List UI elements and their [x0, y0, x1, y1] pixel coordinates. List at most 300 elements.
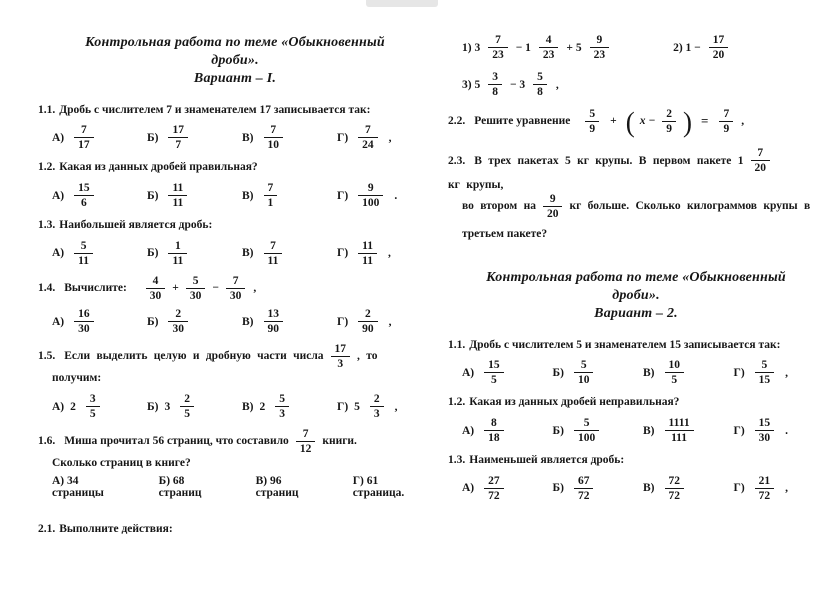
numerator: 5 [574, 417, 599, 431]
option-a [52, 124, 147, 151]
fraction [543, 193, 563, 220]
denominator: 20 [712, 49, 725, 62]
option-b [553, 417, 644, 444]
fraction [533, 71, 547, 98]
fraction [226, 275, 246, 302]
question-number: 1.1. [448, 338, 466, 351]
test-title-variant-2 [448, 269, 824, 324]
question-2-2 [448, 105, 824, 138]
denominator: 90 [267, 323, 279, 336]
question-body-cont: книги. [322, 435, 357, 448]
fraction [665, 475, 685, 502]
numerator: 2 [662, 108, 676, 122]
fraction [186, 275, 206, 302]
denominator: 9 [723, 123, 730, 136]
denominator: 100 [577, 432, 596, 445]
numerator: 17 [709, 34, 729, 48]
option-v [643, 359, 734, 386]
options-row [52, 393, 432, 420]
numerator: 1 [168, 240, 187, 254]
question-2-1 [38, 521, 432, 538]
title-line-2: дроби». [211, 53, 259, 69]
option-g [337, 308, 432, 335]
numerator: 11 [168, 182, 187, 196]
options-row [52, 308, 432, 335]
denominator: 72 [668, 489, 680, 502]
question-number: 1.2. [38, 161, 56, 174]
fraction [180, 393, 194, 420]
fraction [358, 124, 378, 151]
fraction [264, 308, 284, 335]
options-row [52, 124, 432, 151]
option-letter: А) [52, 400, 65, 413]
option-letter: В) [643, 424, 655, 437]
fraction [358, 240, 377, 267]
question-text-line1 [448, 147, 824, 193]
numerator: 16 [74, 308, 94, 322]
option-letter: Б) [147, 131, 159, 144]
question-text [38, 343, 432, 370]
question-text [38, 217, 432, 234]
denominator: 5 [89, 408, 96, 421]
denominator: 3 [373, 408, 380, 421]
question-text-line2 [52, 370, 432, 387]
option-letter: А) [462, 424, 475, 437]
fraction [168, 240, 187, 267]
option-letter: В) [242, 247, 254, 260]
exercise-row-2 [462, 71, 824, 98]
numerator: 2 [358, 308, 378, 322]
numerator: 7 [264, 182, 278, 196]
option-v: В) 96 страниц [255, 474, 299, 499]
option-letter: А) [52, 247, 65, 260]
question-number: 1.3. [38, 219, 56, 232]
question-text [448, 337, 824, 354]
operator: + 5 [566, 41, 582, 54]
operator: − 3 [509, 78, 526, 91]
denominator: 5 [184, 408, 190, 421]
option-b [147, 393, 242, 420]
option-letter: А) [52, 131, 65, 144]
fraction [331, 343, 351, 370]
numerator: 21 [755, 475, 775, 489]
question-text [448, 452, 824, 469]
option-a [462, 417, 553, 444]
denominator: 8 [537, 86, 543, 99]
punctuation: , [785, 366, 789, 379]
option-g [337, 182, 432, 209]
numerator: 7 [226, 275, 246, 289]
option-letter: Г) [337, 315, 349, 328]
option-v [242, 393, 337, 420]
option-g [337, 240, 432, 267]
fraction [168, 308, 188, 335]
option-letter: Б) [147, 315, 159, 328]
option-letter: В) [242, 315, 254, 328]
numerator: 15 [484, 359, 504, 373]
question-v2-1-2 [448, 394, 824, 444]
option-letter: Г) [337, 189, 349, 202]
question-body: Наименьшей является дробь: [469, 454, 625, 467]
numerator: 7 [264, 240, 283, 254]
option-a [52, 308, 147, 335]
numerator: 13 [264, 308, 284, 322]
option-v [242, 240, 337, 267]
options-row [52, 475, 432, 499]
question-body: Решите уравнение [474, 115, 571, 128]
denominator: 11 [78, 254, 90, 267]
fraction [168, 124, 188, 151]
fraction [585, 108, 599, 135]
option-v [242, 124, 337, 151]
numerator: 7 [296, 428, 316, 442]
denominator: 3 [279, 408, 285, 421]
options-row [462, 475, 824, 502]
close-paren: ) [683, 105, 693, 138]
fraction [539, 34, 559, 61]
numerator: 2 [168, 308, 188, 322]
fraction [358, 308, 378, 335]
variant-1-column [38, 34, 432, 546]
option-g [734, 359, 825, 386]
fraction [488, 34, 508, 61]
question-text [38, 159, 432, 176]
option-letter: Г) [733, 424, 745, 437]
question-number: 2.3. [448, 154, 466, 167]
question-number: 1.4. [38, 282, 56, 295]
denominator: 20 [546, 208, 559, 221]
denominator: 30 [78, 323, 90, 336]
option-letter: Г) [337, 131, 349, 144]
question-1-2 [38, 159, 432, 209]
denominator: 11 [172, 197, 184, 210]
numerator: 9 [543, 193, 563, 207]
option-letter: В) [242, 400, 254, 413]
question-body: Выполните действия: [59, 522, 173, 535]
numerator: 5 [755, 359, 775, 373]
operator: − [212, 282, 219, 295]
punctuation: , [388, 315, 392, 328]
fraction [86, 393, 100, 420]
option-letter: Б) [552, 482, 564, 495]
numerator: 4 [146, 275, 166, 289]
numerator: 17 [331, 343, 351, 357]
question-body: Вычислите: [64, 282, 127, 295]
option-v [242, 308, 337, 335]
numerator: 5 [186, 275, 206, 289]
option-letter: В) [242, 189, 254, 202]
question-body: Дробь с числителем 7 и знаменателем 17 записывается так: [59, 103, 371, 116]
question-text [38, 428, 432, 455]
denominator: 11 [267, 254, 279, 267]
numerator: 5 [533, 71, 547, 85]
punctuation: , [741, 115, 745, 128]
numerator: 2 [370, 393, 384, 407]
variable-term: x − [639, 115, 656, 128]
fraction [665, 417, 694, 444]
title-line-2: дроби». [612, 288, 660, 304]
fraction [484, 417, 504, 444]
option-letter: В) [242, 131, 254, 144]
option-b: Б) 68 страниц [158, 474, 202, 499]
option-v [643, 475, 734, 502]
punctuation: , [388, 247, 391, 260]
option-g [337, 124, 432, 151]
options-row [52, 182, 432, 209]
punctuation: , [388, 131, 392, 144]
option-a [52, 393, 147, 420]
fraction [755, 417, 775, 444]
punctuation: , [394, 400, 398, 413]
numerator: 7 [358, 124, 378, 138]
question-body-cont: , то [357, 350, 378, 363]
option-g: Г) 61 страница. [352, 474, 405, 499]
numerator: 9 [358, 182, 383, 196]
option-letter: Б) [552, 424, 564, 437]
option-b [147, 182, 242, 209]
question-body: В трех пакетах 5 кг крупы. В первом пакете 1 [474, 154, 744, 167]
fraction [574, 359, 594, 386]
question-1-4 [38, 275, 432, 335]
question-number: 1.2. [448, 396, 466, 409]
option-letter: Г) [337, 400, 349, 413]
fraction [358, 182, 383, 209]
option-letter: Б) [147, 247, 159, 260]
question-body-cont: кг больше. Сколько килограммов крупы в [569, 200, 811, 213]
question-body: Если выделить целую и дробную части числа [64, 350, 324, 363]
punctuation: , [555, 78, 559, 91]
fraction [74, 124, 94, 151]
whole-number: 2 [259, 400, 266, 413]
numerator: 5 [585, 108, 599, 122]
question-1-5 [38, 343, 432, 420]
numerator: 11 [358, 240, 377, 254]
option-b [147, 308, 242, 335]
fraction [755, 475, 775, 502]
denominator: 72 [577, 489, 590, 502]
numerator: 10 [665, 359, 685, 373]
fraction [264, 124, 284, 151]
question-body: Дробь с числителем 5 и знаменателем 15 записывается так: [469, 338, 781, 351]
question-body: Наибольшей является дробь: [59, 219, 213, 232]
option-letter: Г) [337, 247, 349, 260]
fraction [296, 428, 316, 455]
question-expression [38, 275, 432, 302]
option-b [147, 124, 242, 151]
numerator: 5 [574, 359, 594, 373]
fraction [484, 475, 504, 502]
denominator: 72 [488, 489, 500, 502]
option-letter: А) [462, 366, 475, 379]
numerator: 3 [86, 393, 100, 407]
fraction [755, 359, 775, 386]
numerator: 67 [574, 475, 594, 489]
denominator: 5 [671, 374, 678, 387]
option-b [147, 240, 242, 267]
options-row [52, 240, 432, 267]
option-a [52, 182, 147, 209]
option-letter: А) [52, 315, 65, 328]
denominator: 23 [542, 49, 555, 62]
fraction [74, 182, 94, 209]
question-number: 2.2. [448, 115, 466, 128]
denominator: 10 [267, 139, 279, 152]
question-1-3 [38, 217, 432, 267]
fraction [74, 240, 93, 267]
fraction [488, 71, 502, 98]
right-column [448, 34, 824, 510]
punctuation: , [253, 282, 257, 295]
question-1-1 [38, 102, 432, 152]
numerator: 27 [484, 475, 504, 489]
title-line-1: Контрольная работа по теме «Обыкновенный [85, 35, 385, 50]
numerator: 7 [751, 147, 771, 161]
fraction [275, 393, 289, 420]
option-letter: Г) [733, 366, 745, 379]
denominator: 7 [175, 139, 182, 152]
options-row [462, 417, 824, 444]
option-g [734, 417, 825, 444]
whole-number: 3 [164, 400, 171, 413]
question-body: во втором на [462, 200, 536, 213]
numerator: 15 [74, 182, 94, 196]
option-a [462, 359, 553, 386]
numerator: 72 [665, 475, 685, 489]
exercise-row-1 [462, 34, 824, 61]
fraction [264, 182, 278, 209]
whole-number: 2 [70, 400, 76, 413]
question-number: 1.5. [38, 350, 56, 363]
punctuation: , [785, 482, 789, 495]
question-2-3 [448, 147, 824, 243]
punctuation: . [785, 424, 789, 437]
question-text [38, 521, 432, 538]
denominator: 17 [78, 139, 90, 152]
option-a [462, 475, 553, 502]
numerator: 15 [755, 417, 775, 431]
question-body-line3: третьем пакете? [462, 228, 548, 241]
option-letter: Г) [733, 482, 745, 495]
question-v2-1-1 [448, 337, 824, 387]
option-letter: Б) [147, 189, 159, 202]
question-v2-1-3 [448, 452, 824, 502]
numerator: 9 [590, 34, 610, 48]
test-title-variant-1 [38, 34, 432, 89]
fraction [264, 240, 283, 267]
fraction [574, 475, 594, 502]
option-v [242, 182, 337, 209]
numerator: 1111 [665, 417, 694, 431]
denominator: 11 [362, 254, 374, 267]
question-body: Какая из данных дробей неправильная? [469, 396, 680, 409]
option-v [643, 417, 734, 444]
exercise-2-prefix: 2) 1 − [673, 41, 701, 54]
question-body-line2: Сколько страниц в книге? [52, 457, 191, 470]
question-body: Миша прочитал 56 страниц, что составило [64, 435, 289, 448]
numerator: 8 [484, 417, 504, 431]
fraction [719, 108, 733, 135]
denominator: 72 [758, 489, 771, 502]
option-letter: В) [643, 482, 655, 495]
denominator: 23 [492, 49, 504, 62]
fraction [709, 34, 729, 61]
fraction [146, 275, 166, 302]
fraction [74, 308, 94, 335]
numerator: 4 [539, 34, 559, 48]
question-text-line2 [462, 193, 824, 220]
denominator: 30 [189, 290, 202, 303]
question-number: 1.1. [38, 103, 56, 116]
numerator: 7 [74, 124, 94, 138]
numerator: 5 [74, 240, 93, 254]
option-g [734, 475, 825, 502]
question-text-line3 [462, 226, 824, 243]
open-paren: ( [625, 105, 635, 138]
denominator: 111 [671, 432, 688, 445]
denominator: 10 [577, 374, 590, 387]
denominator: 11 [172, 254, 184, 267]
denominator: 90 [362, 323, 374, 336]
equals-sign: = [701, 113, 709, 129]
denominator: 3 [337, 358, 344, 371]
denominator: 23 [593, 49, 606, 62]
fraction [370, 393, 384, 420]
denominator: 8 [492, 86, 498, 99]
variant-label: Вариант – 2. [594, 306, 678, 322]
fraction [665, 359, 685, 386]
denominator: 30 [229, 290, 242, 303]
denominator: 6 [81, 197, 87, 210]
numerator: 7 [488, 34, 508, 48]
numerator: 7 [264, 124, 284, 138]
question-body: Какая из данных дробей правильная? [59, 161, 258, 174]
option-letter: Б) [147, 400, 159, 413]
numerator: 3 [488, 71, 502, 85]
denominator: 18 [488, 432, 500, 445]
numerator: 17 [168, 124, 188, 138]
fraction [484, 359, 504, 386]
option-a [52, 240, 147, 267]
title-line-1: Контрольная работа по теме «Обыкновенный [486, 269, 786, 285]
question-body-line2: получим: [52, 372, 102, 385]
fraction [590, 34, 610, 61]
option-letter: А) [462, 482, 475, 495]
denominator: 12 [299, 443, 312, 456]
denominator: 24 [362, 139, 374, 152]
exercise-1-prefix: 1) 3 [462, 41, 481, 54]
denominator: 30 [758, 432, 771, 445]
options-row [462, 359, 824, 386]
denominator: 1 [267, 197, 274, 210]
option-letter: В) [643, 366, 655, 379]
whole-number: 5 [354, 400, 360, 413]
plus-operator: + [610, 115, 617, 128]
numerator: 7 [719, 108, 733, 122]
question-number: 2.1. [38, 522, 56, 535]
option-a: А) 34 страницы [52, 474, 104, 499]
denominator: 5 [491, 374, 497, 387]
scan-artifact [366, 0, 438, 7]
punctuation: . [394, 189, 398, 202]
question-body-cont: кг крупы, [448, 178, 504, 191]
denominator: 9 [666, 123, 673, 136]
option-letter: Б) [552, 366, 564, 379]
fraction [662, 108, 676, 135]
option-letter: А) [52, 189, 65, 202]
exercise-3-prefix: 3) 5 [462, 78, 481, 91]
question-text [448, 394, 824, 411]
denominator: 30 [172, 323, 184, 336]
